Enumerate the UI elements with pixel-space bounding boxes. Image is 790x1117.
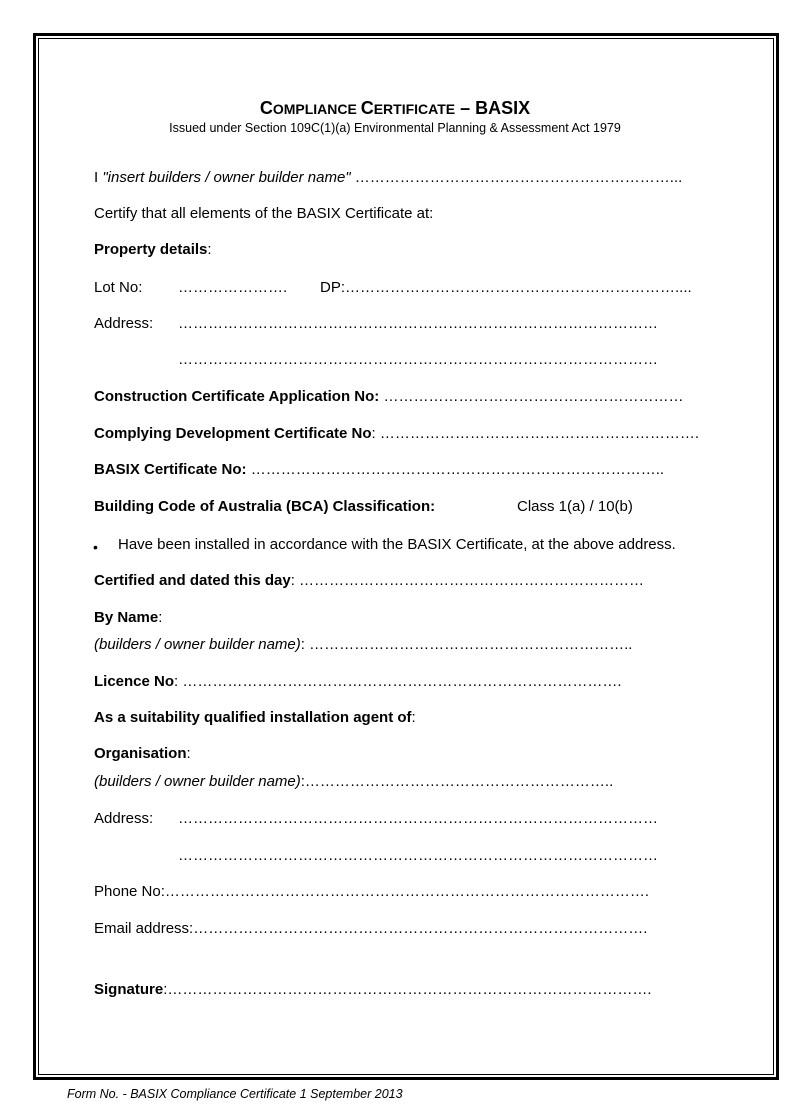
title-suffix: – BASIX — [455, 98, 531, 118]
licence-field[interactable]: : ……………………………………………………………………………. — [174, 673, 622, 690]
email-field[interactable]: ………………………………………………………………………………. — [193, 920, 648, 937]
organisation-name-field[interactable]: :…………………………………………………….. — [300, 773, 614, 790]
bca-classification-value: Class 1(a) / 10(b) — [517, 498, 633, 515]
title-initial-c1: C — [259, 98, 273, 118]
phone-field[interactable]: ……………………………………………………………………………………. — [164, 883, 650, 900]
licence-label: Licence No — [94, 673, 175, 690]
by-name-field[interactable]: : ……………………………………………………….. — [300, 636, 633, 653]
property-address-field-1[interactable]: …………………………………………………………………………………… — [178, 315, 658, 332]
organisation-address-label: Address: — [94, 810, 154, 827]
builder-name-field[interactable]: ………………………………………………………... — [350, 169, 683, 186]
basix-certificate-field[interactable]: ……………………………………………………………………….. — [246, 461, 665, 478]
title-initial-c2: C — [360, 98, 374, 118]
dp-line — [320, 279, 692, 297]
builder-prefix: I — [94, 169, 103, 186]
licence-line — [94, 673, 622, 691]
construction-certificate-line — [94, 388, 683, 406]
certify-statement: Certify that all elements of the BASIX Certificate at: — [94, 205, 434, 222]
by-name-heading: By Name: — [94, 609, 163, 626]
organisation-address-field-2[interactable]: …………………………………………………………………………………… — [178, 847, 658, 864]
dp-field[interactable]: ………………………………………………………….... — [345, 279, 692, 296]
complying-development-line — [94, 425, 699, 443]
complying-development-label: Complying Development Certificate No — [94, 425, 372, 442]
signature-field[interactable]: :……………………………………………………………………………………. — [163, 981, 652, 998]
certified-date-field[interactable]: …………………………………………………………… — [294, 572, 645, 589]
email-line — [94, 920, 647, 938]
lot-field[interactable]: …………………. — [178, 279, 288, 296]
bca-classification-label: Building Code of Australia (BCA) Classification: — [94, 498, 436, 515]
property-details-heading: Property details: — [94, 241, 212, 258]
title-rest-2: ERTIFICATE — [373, 101, 456, 117]
organisation-name-line — [94, 773, 613, 791]
certified-date-line: Certified and dated this day: …………………………………………………………… — [94, 572, 645, 589]
organisation-address-field-1[interactable]: …………………………………………………………………………………… — [178, 810, 658, 827]
signature-line — [94, 981, 652, 999]
construction-certificate-field[interactable]: …………………………………………………… — [379, 388, 684, 405]
organisation-sub-label: (builders / owner builder name) — [94, 773, 301, 790]
installation-agent-heading: As a suitability qualified installation agent of: — [94, 709, 416, 726]
signature-label: Signature — [94, 981, 164, 998]
builder-name-placeholder: "insert builders / owner builder name" — [102, 169, 351, 186]
email-label: Email address: — [94, 920, 194, 937]
by-name-sub-label: (builders / owner builder name) — [94, 636, 301, 653]
construction-certificate-label: Construction Certificate Application No: — [94, 388, 380, 405]
complying-development-field[interactable]: : ………………………………………………………. — [371, 425, 700, 442]
document-subtitle: Issued under Section 109C(1)(a) Environmental Planning & Assessment Act 1979 — [169, 121, 621, 135]
installed-statement: Have been installed in accordance with the BASIX Certificate, at the above address. — [118, 536, 676, 553]
by-name-line — [94, 636, 632, 654]
title-rest-1: OMPLIANCE — [272, 101, 361, 117]
property-address-field-2[interactable]: …………………………………………………………………………………… — [178, 351, 658, 368]
phone-label: Phone No: — [94, 883, 165, 900]
property-address-label: Address: — [94, 315, 154, 332]
form-footer: Form No. - BASIX Compliance Certificate 1 September 2013 — [67, 1087, 403, 1101]
organisation-heading: Organisation: — [94, 745, 191, 762]
basix-certificate-label: BASIX Certificate No: — [94, 461, 247, 478]
builder-name-line — [94, 169, 682, 187]
phone-line — [94, 883, 649, 901]
certified-date-label: Certified and dated this day — [94, 572, 291, 589]
bullet-icon: • — [93, 539, 98, 555]
lot-label: Lot No: — [94, 279, 143, 296]
dp-label: DP: — [320, 279, 346, 296]
basix-certificate-line — [94, 461, 664, 479]
document-title — [0, 97, 790, 120]
